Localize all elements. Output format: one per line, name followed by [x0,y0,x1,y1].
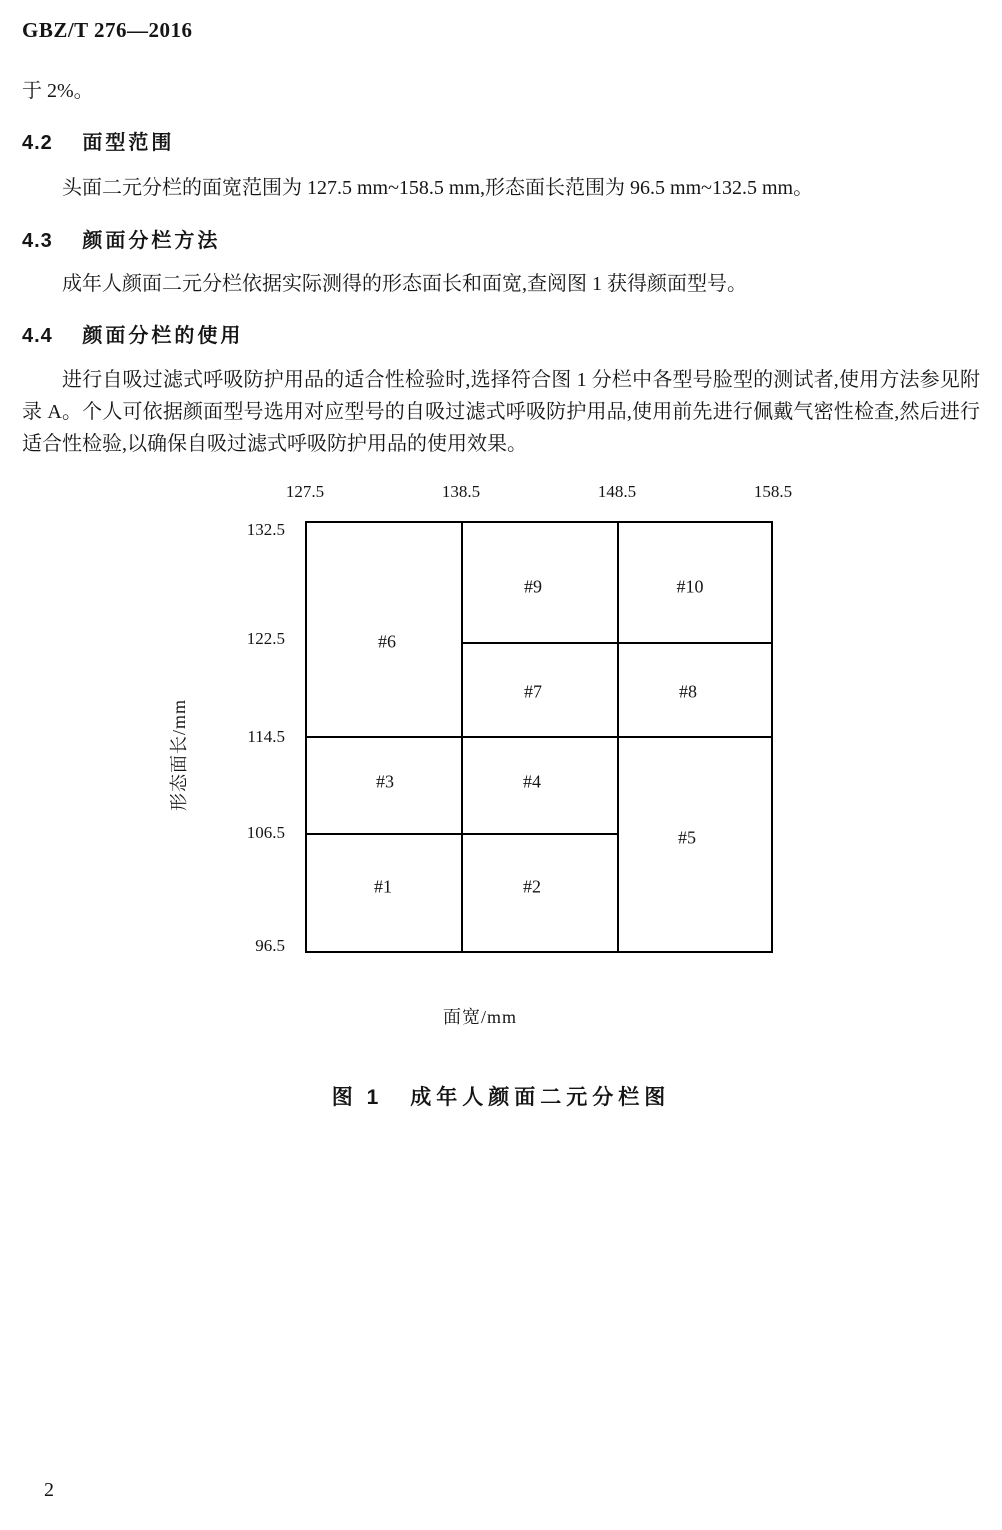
y-tick-122-5: 122.5 [246,629,285,648]
cell-label-10: #10 [676,576,704,597]
x-axis-label: 面宽/mm [443,1007,518,1027]
grid-line-horizontal-114-5 [307,736,771,738]
figure-caption-title: 成年人颜面二元分栏图 [410,1086,671,1109]
doc-code: GBZ/T 276—2016 [22,18,193,42]
figure-x-axis-ticks [285,482,793,502]
section-title: 颜面分栏的使用 [82,325,244,347]
section-paragraph-4-2: 头面二元分栏的面宽范围为 127.5 mm~158.5 mm,形态面长范围为 96.5 mm~132.5 mm。 [62,177,814,199]
y-tick-106-5: 106.5 [246,823,285,842]
page-number: 2 [44,1479,54,1501]
y-axis-label: 形态面长/mm [169,698,189,812]
continuation-text: 于 2%。 [22,80,94,102]
section-heading-4-4 [22,319,243,348]
section-number: 4.4 [22,325,53,347]
x-tick-138-5: 138.5 [441,482,481,501]
section-paragraph-4-3: 成年人颜面二元分栏依据实际测得的形态面长和面宽,查阅图 1 获得颜面型号。 [62,273,747,295]
cell-label-7: #7 [524,681,542,702]
section-number: 4.2 [22,132,53,154]
x-tick-158-5: 158.5 [753,482,793,501]
section-number: 4.3 [22,230,53,252]
section-paragraph-4-4: 进行自吸过滤式呼吸防护用品的适合性检验时,选择符合图 1 分栏中各型号脸型的测试者,使用方法参见附录 A。个人可依据颜面型号选用对应型号的自吸过滤式呼吸防护用品,使用前先进行佩戴气密性检查,然后进行适合性检验,以确保自吸过滤式呼吸防护用品的使用效果。 [22,369,980,455]
figure-grid [305,521,773,953]
cell-label-5: #5 [678,827,696,848]
y-tick-132-5: 132.5 [246,520,285,539]
cell-label-9: #9 [524,576,542,597]
grid-line-horizontal-106-5 [307,833,619,835]
cell-label-3: #3 [376,771,394,792]
section-title: 面型范围 [82,132,175,154]
x-tick-127-5: 127.5 [285,482,325,501]
section-heading-4-3 [22,224,220,253]
figure-caption [0,1081,1002,1111]
cell-label-1: #1 [374,876,392,897]
y-tick-114-5: 114.5 [247,727,285,746]
cell-label-8: #8 [679,681,697,702]
cell-label-6: #6 [378,631,396,652]
section-heading-4-2 [22,126,174,155]
grid-line-horizontal-122-5 [461,642,771,644]
y-tick-96-5: 96.5 [255,936,285,955]
figure-caption-number: 图 1 [331,1086,383,1109]
x-tick-148-5: 148.5 [597,482,637,501]
section-title: 颜面分栏方法 [82,230,221,252]
cell-label-2: #2 [523,876,541,897]
cell-label-4: #4 [523,771,541,792]
